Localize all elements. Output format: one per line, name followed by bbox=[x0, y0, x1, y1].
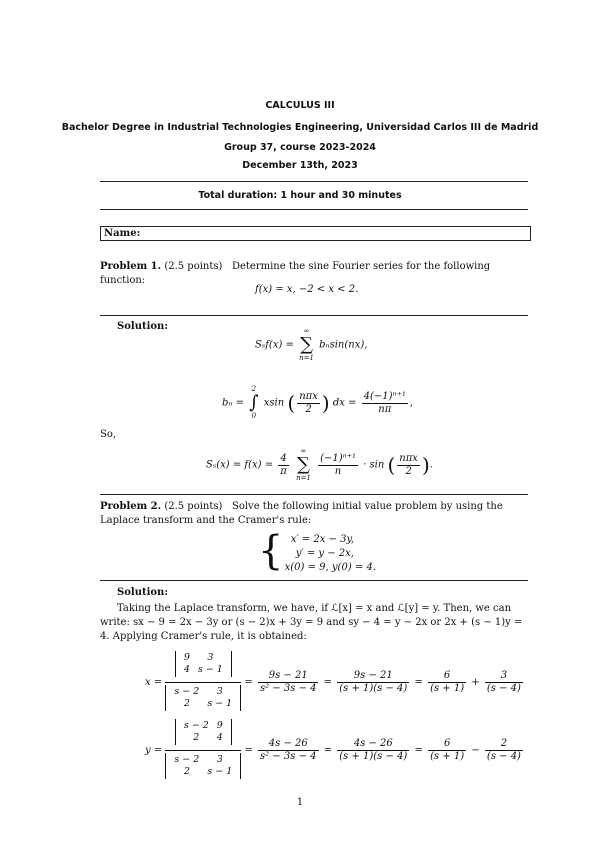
sin-argument: $\frac{\text{nπx}}{2}$ bbox=[299, 390, 318, 415]
determinant-entry: 4 bbox=[216, 732, 223, 743]
initial-conditions: x(0) = 9, y(0) = 4. bbox=[284, 562, 376, 573]
y-numerator-determinant bbox=[175, 719, 232, 745]
determinant-entry: s − 1 bbox=[197, 664, 223, 675]
determinant-entry: 2 bbox=[183, 698, 190, 709]
problem-1-function: f(x) = x, −2 < x < 2. bbox=[255, 284, 359, 295]
name-field[interactable] bbox=[100, 226, 531, 241]
determinant-entry: 2 bbox=[183, 766, 190, 777]
denominator-determinant bbox=[165, 753, 241, 779]
problem-2-solution-text: Taking the Laplace transform, we have, if ℒ[x] = x and ℒ[y] = y. Then, we can write: sx − 9 = 2x − 3y or (s − 2)x + 3y = 9 and sy − 4 = y − 2x or 2x + (s − 1)y = 4. Applying Cramer's rule, it is obtained: bbox=[100, 603, 523, 642]
problem-2-statement bbox=[100, 500, 528, 528]
course-title: CALCULUS III bbox=[265, 100, 335, 111]
integral-upper: 2 bbox=[251, 385, 257, 393]
so-text: So, bbox=[100, 429, 117, 440]
divider bbox=[100, 494, 528, 495]
x-lhs: x = bbox=[145, 677, 163, 688]
page-number: 1 bbox=[296, 797, 304, 808]
coef-fraction: $\frac{4}{\pi}$ bbox=[280, 452, 287, 477]
series-rhs: bₙsin(nx), bbox=[319, 339, 368, 351]
determinant-entry: 2 bbox=[193, 732, 200, 743]
divider bbox=[100, 181, 528, 182]
series-lhs: Sₛf(x) = bbox=[255, 339, 294, 351]
bn-result: $\frac{\text{4(−1)ⁿ⁺¹}}{n\pi}$ bbox=[363, 390, 406, 415]
integrand: xsin bbox=[263, 397, 285, 409]
problem-1-points: (2.5 points) bbox=[164, 261, 223, 272]
degree-line: Bachelor Degree in Industrial Technologies Engineering, Universidad Carlos III de Madrid bbox=[61, 122, 539, 133]
denominator-determinant bbox=[165, 685, 241, 711]
sine-series-formula bbox=[255, 327, 367, 363]
sum-lower: n=1 bbox=[299, 354, 314, 362]
determinant-entry: 9 bbox=[216, 720, 223, 731]
problem-1-solution-label: Solution: bbox=[117, 321, 169, 332]
determinant-entry: s − 2 bbox=[183, 720, 209, 731]
group-line: Group 37, course 2023-2024 bbox=[224, 142, 376, 153]
divider bbox=[100, 580, 528, 581]
divider bbox=[100, 209, 528, 210]
summation: ∞ ∑ n=1 bbox=[296, 447, 311, 482]
problem-1-text: Determine the sine Fourier series for the following function: bbox=[100, 261, 491, 286]
problem-2-points: (2.5 points) bbox=[164, 501, 223, 512]
sin-label: · sin bbox=[363, 459, 385, 471]
determinant-entry: 3 bbox=[216, 754, 223, 765]
sum-upper: ∞ bbox=[303, 327, 310, 335]
determinant-entry: s − 1 bbox=[207, 698, 233, 709]
exam-page: CALCULUS III Bachelor Degree in Industrial Technologies Engineering, Universidad Carlos III de Madrid Group 37, course 2023-2024 December 13th, 2023 Total duration: 1 hour and 30 minutes Name: Problem 1. (2.5 points) Determine the sine Fourier series for the following function: f(x) = x, −2 < x < 2. Solution: Sₛf(x) = ∞ ∑ n=1 bₙsin(nx), bₙ = 2 ∫ 0 xsin ( $\frac{\text{nπx}}{2}$ ) dx = $\frac{\text{4(−1)ⁿ⁺¹}}{n\pi}$ , So, Sₛ(x) = f(x) = $\frac{4}{\pi}$ ∞ ∑ n=1 $\frac{\text{(−1)ⁿ⁺¹}}{n}$ · sin ( $\frac{\text{nπx}}{2}$ ). Problem 2. (2.5 points) Solve the following initial value problem by using the Laplace transform and the Cramer's rule: { x′ = 2x − 3y, y′ = y − 2x, x(0) = 9, y(0) = 4. Solution: Taking the Laplace transform, we have, if ℒ[x] = x and ℒ[y] = y. Then, we can write: sx − 9 = 2x − 3y or (s − 2)x + 3y = 9 and sy − 4 = y − 2x or 2x + (s − 1)y = 4. Applying Cramer's rule, it is obtained: x = 9 3 4 s − 1 s − 2 3 2 s − 1 = $\frac{9s - 21}{\text{s² − 3s − 4}}$ = $\frac{9s - 21}{(s + 1)(s - 4)}$ = $\frac{6}{(s + 1)}$ + $\frac{3}{(s - 4)}$ y = s − 2 9 2 4 s − 2 3 2 s − 1 = $\frac{4s - 26}{\text{s² − 3s − 4}}$ = $\frac{4s - 26}{(s + 1)(s - 4)}$ = $\frac{6}{(s + 1)}$ − $\frac{2}{(s - 4)}$ 1 bbox=[0, 0, 600, 848]
problem-2-text: Solve the following initial value problem by using the Laplace transform and the Cramer's rule: bbox=[100, 501, 503, 526]
y-cramer-fraction bbox=[165, 719, 241, 782]
determinant-entry: 3 bbox=[207, 652, 214, 663]
equation-2: y′ = y − 2x, bbox=[295, 548, 354, 559]
determinant-entry: 9 bbox=[183, 652, 190, 663]
determinant-entry: 4 bbox=[183, 664, 190, 675]
dx: dx = bbox=[332, 397, 357, 409]
determinant-entry: s − 2 bbox=[174, 686, 200, 697]
duration-line: Total duration: 1 hour and 30 minutes bbox=[198, 190, 402, 201]
determinant-entry: s − 1 bbox=[207, 766, 233, 777]
final-series-formula: Sₛ(x) = f(x) = $\frac{4}{\pi}$ ∞ ∑ n=1 $\frac{\text{(−1)ⁿ⁺¹}}{n}$ · sin ( $\frac{\text{nπx}}{2}$ ). bbox=[206, 447, 433, 482]
x-solution: x = 9 3 4 s − 1 s − 2 3 2 s − 1 = $\frac{9s - 21}{\text{s² − 3s − 4}}$ = $\frac{9s - 21}{(s + 1)(s - 4)}$ = $\frac{6}{(s + 1)}$ + $\frac{3}{(s - 4)}$ bbox=[145, 651, 525, 714]
bn-lhs: bₙ = bbox=[222, 397, 245, 409]
final-lhs: Sₛ(x) = f(x) = bbox=[206, 459, 274, 471]
x-numerator-determinant bbox=[175, 651, 232, 677]
integral-lower: 0 bbox=[251, 412, 257, 420]
final-sin-argument: $\frac{\text{nπx}}{2}$ bbox=[399, 452, 418, 477]
divider bbox=[100, 315, 528, 316]
summation: ∞ ∑ n=1 bbox=[299, 327, 314, 362]
term-fraction: $\frac{\text{(−1)ⁿ⁺¹}}{n}$ bbox=[320, 452, 356, 477]
y-solution: y = s − 2 9 2 4 s − 2 3 2 s − 1 = $\frac{4s - 26}{\text{s² − 3s − 4}}$ = $\frac{4s - 26}{(s + 1)(s - 4)}$ = $\frac{6}{(s + 1)}$ − $\frac{2}{(s - 4)}$ bbox=[145, 719, 525, 782]
date-line: December 13th, 2023 bbox=[242, 160, 358, 171]
x-cramer-fraction bbox=[165, 651, 241, 714]
problem-1-label: Problem 1. bbox=[100, 261, 162, 272]
name-label: Name: bbox=[104, 228, 141, 239]
integral: 2 ∫ 0 bbox=[249, 385, 259, 420]
y-lhs: y = bbox=[145, 745, 163, 756]
determinant-entry: s − 2 bbox=[174, 754, 200, 765]
problem-2-label: Problem 2. bbox=[100, 501, 162, 512]
determinant-entry: 3 bbox=[216, 686, 223, 697]
bn-formula: bₙ = 2 ∫ 0 xsin ( $\frac{\text{nπx}}{2}$ ) dx = $\frac{\text{4(−1)ⁿ⁺¹}}{n\pi}$ , bbox=[222, 385, 414, 420]
problem-2-solution-label: Solution: bbox=[117, 587, 169, 598]
equation-1: x′ = 2x − 3y, bbox=[290, 534, 354, 545]
